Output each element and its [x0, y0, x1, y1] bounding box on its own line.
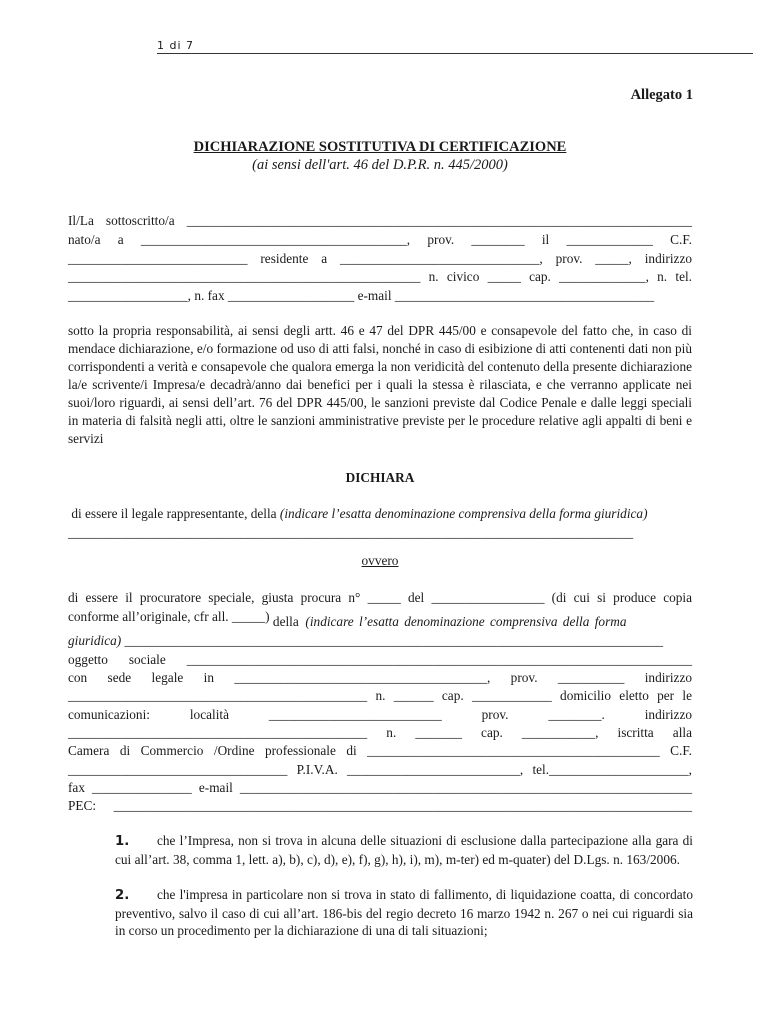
document-subtitle: (ai sensi dell'art. 46 del D.P.R. n. 445/2000): [252, 157, 508, 173]
procuratore-della: della: [269, 614, 306, 629]
item-text: che l'impresa in particolare non si trova in stato di fallimento, di liquidazione coatta, di concordato preventivo, salvo il caso di cui all’art. 186-bis del regio decreto 16 marzo 1942 n. 267 o nei cui riguardi sia in corso un procedimento per la dichiarazione di una di tali situazioni;: [115, 887, 693, 938]
page-header: [157, 39, 753, 54]
item-number: 1.: [115, 834, 130, 849]
form-line-residence: ___________________________ residente a ______________________________, prov. _____, indirizzo: [68, 251, 692, 266]
procuratore-giuridica: giuridica): [68, 633, 122, 648]
pec-line: PEC: _______________________________________________________________________________________: [68, 798, 692, 813]
fax-email-line: fax _______________ e-mail ____________________________________________________________________: [68, 780, 692, 795]
dichiara-heading: DICHIARA: [345, 470, 415, 485]
form-line-address: _____________________________________________________ n. civico _____ cap. _____________, n. tel.: [68, 269, 692, 284]
legale-blank: _____________________________________________________________________________________: [68, 525, 634, 540]
procuratore-line-1: di essere il procuratore speciale, giusta procura n° _____ del _________________ (di cui si produce copia: [68, 590, 692, 605]
item-number: 2.: [115, 888, 130, 903]
camera-commercio-line: Camera di Commercio /Ordine professionale di ____________________________________________ C.F.: [68, 743, 692, 758]
page-indicator: 1 di 7: [157, 39, 195, 52]
item-text: che l’Impresa, non si trova in alcuna delle situazioni di esclusione dalla partecipazione alla gara di cui all’art. 38, comma 1, lett. a), b), c), d), e), f), g), h), i), m), m-ter) ed m-quater) del D.Lgs. n. 163/2006.: [115, 833, 693, 867]
allegato-label: Allegato 1: [630, 87, 693, 103]
procuratore-blank: _________________________________________________________________________________: [121, 633, 664, 648]
legale-line: [68, 506, 692, 522]
statement-paragraph: sotto la propria responsabilità, ai sensi degli artt. 46 e 47 del DPR 445/00 e consapevole del fatto che, in caso di mendace dichiarazione, e/o formazione od uso di atti falsi, nonché in caso di esibizione di atti contenenti dati non più corrispondenti a verità e consapevole che qualora emerga la non veridicità del contenuto della presente dichiarazione la/e scrivente/i Impresa/e decadrà/anno dai benefici per i quali la stessa è rilasciata, e che verranno applicate nei suoi/loro riguardi, ai sensi dell’art. 76 del DPR 445/00, le sanzioni previste dal Codice Penale e dalle leggi speciali in materia di falsità negli atti, oltre le sanzioni amministrative previste per le procedure relative agli appalti di beni e servizi: [68, 323, 692, 446]
declaration-item-2: [115, 886, 693, 940]
form-line-contacts: __________________, n. fax ___________________ e-mail _______________________________________: [68, 288, 655, 303]
sede-legale-line: con sede legale in ______________________________________, prov. __________ indirizzo: [68, 670, 692, 685]
document-title: DICHIARAZIONE SOSTITUTIVA DI CERTIFICAZIONE: [193, 139, 567, 155]
procuratore-line-2: [68, 609, 692, 629]
piva-line: _________________________________ P.I.V.A. __________________________, tel._____________________,: [68, 762, 692, 777]
form-line-birth: nato/a a ________________________________________, prov. ________ il _____________ C.F.: [68, 232, 692, 247]
procuratore-allegato: conforme all’originale, cfr all. _____): [68, 609, 270, 624]
legale-italic: (indicare l’esatta denominazione comprensiva della forma giuridica): [279, 506, 648, 521]
form-line-name: Il/La sottoscritto/a ____________________________________________________________________________: [68, 213, 692, 228]
legale-text: di essere il legale rappresentante, della: [68, 506, 280, 521]
domicilio-line: _____________________________________________ n. ______ cap. ____________ domicilio eletto per le: [68, 688, 692, 703]
oggetto-sociale-line: oggetto sociale ____________________________________________________________________________: [68, 652, 692, 667]
comunicazioni-line: comunicazioni: località __________________________ prov. ________. indirizzo: [68, 707, 692, 722]
iscritta-line: _____________________________________________ n. _______ cap. ___________, iscritta alla: [68, 725, 692, 740]
procuratore-italic: (indicare l’esatta denominazione comprensiva della forma: [305, 614, 627, 629]
declaration-item-1: [115, 832, 693, 868]
procuratore-line-3: [68, 633, 692, 649]
ovvero-label: ovvero: [361, 553, 399, 568]
